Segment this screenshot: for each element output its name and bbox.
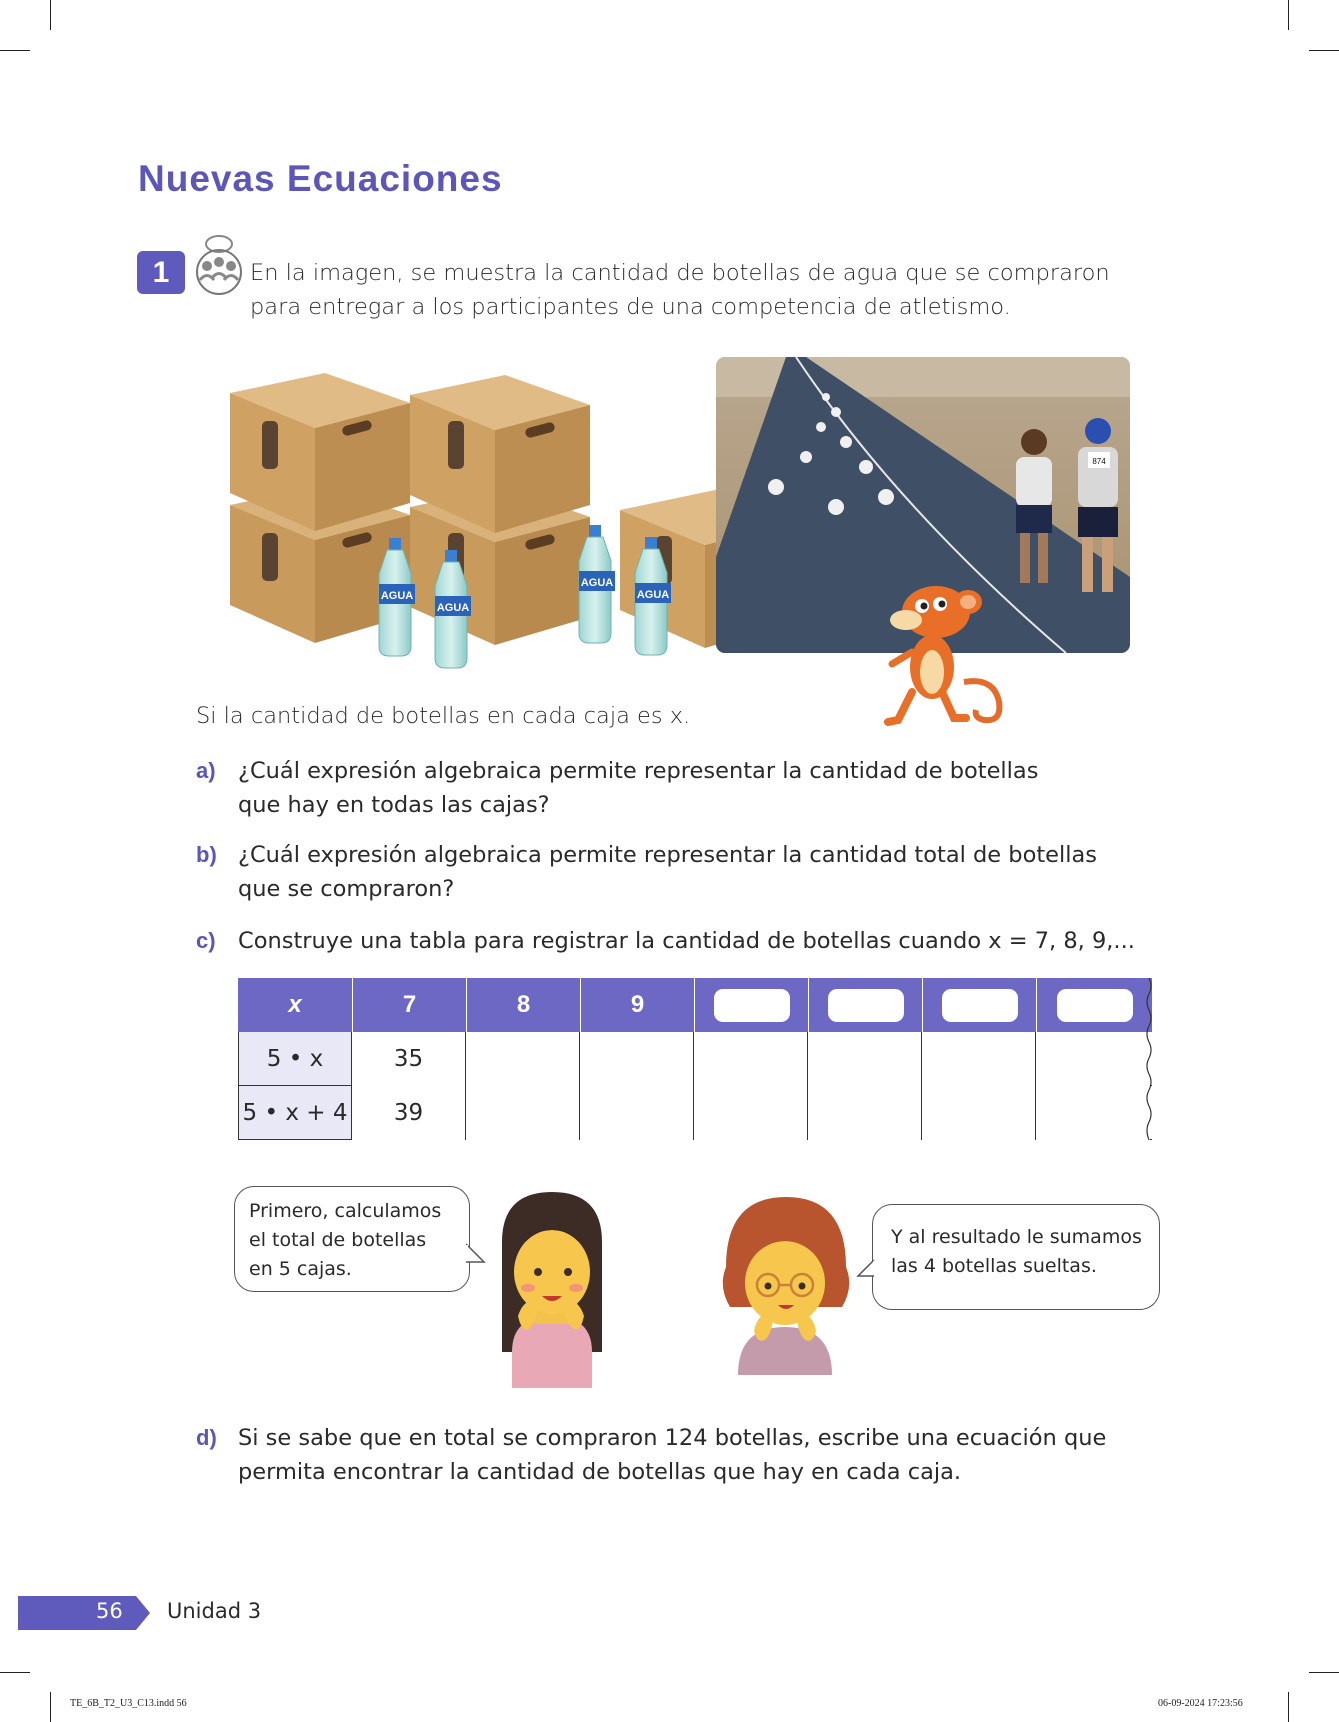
values-table [238, 978, 1152, 1140]
header-cell: 8 [466, 978, 580, 1032]
blank-input-box[interactable] [828, 989, 904, 1022]
intro-text [250, 256, 1130, 324]
bottle-label: AGUA [580, 577, 614, 589]
table-row [238, 1086, 1152, 1140]
torn-edge [1144, 978, 1154, 1140]
question-line: ¿Cuál expresión algebraica permite representar la cantidad de botellas [238, 758, 1039, 784]
table-cell[interactable] [922, 1032, 1036, 1086]
crop-mark [0, 50, 30, 51]
page-title: Nuevas Ecuaciones [138, 158, 503, 199]
header-cell: 9 [580, 978, 694, 1032]
file-slug: TE_6B_T2_U3_C13.indd 56 [70, 1698, 187, 1709]
question-line: ¿Cuál expresión algebraica permite representar la cantidad total de botellas [238, 842, 1098, 868]
mouse-mascot [864, 572, 1004, 734]
table-cell[interactable] [1036, 1032, 1150, 1086]
crop-mark [1309, 50, 1339, 51]
speech-bubble-right [872, 1204, 1160, 1310]
header-cell-x: x [238, 978, 352, 1032]
header-cell-blank [808, 978, 922, 1032]
crop-mark [0, 1672, 30, 1673]
bottle-label: AGUA [436, 602, 470, 614]
table-cell[interactable] [694, 1032, 808, 1086]
bubble-line: el total de botellas [249, 1229, 427, 1251]
table-cell[interactable] [1036, 1086, 1150, 1140]
crop-mark [1288, 0, 1289, 30]
intro-line: para entregar a los participantes de una competencia de atletismo. [250, 294, 1011, 320]
question-a-text [238, 754, 1138, 822]
crop-mark [50, 0, 51, 30]
question-line: que hay en todas las cajas? [238, 792, 550, 818]
question-b-text [238, 838, 1138, 906]
group-work-icon [194, 234, 244, 298]
bubble-line: Primero, calculamos [249, 1200, 442, 1222]
header-cell: 7 [352, 978, 466, 1032]
blank-input-box[interactable] [714, 989, 790, 1022]
table-cell[interactable] [466, 1086, 580, 1140]
premise-text: Si la cantidad de botellas en cada caja es x. [196, 703, 691, 729]
girl-character-right [718, 1197, 852, 1375]
speech-bubble-left [234, 1186, 470, 1292]
question-c-label: c) [196, 928, 216, 953]
table-cell[interactable] [808, 1086, 922, 1140]
bubble-tail [466, 1240, 486, 1270]
table-cell: 35 [352, 1032, 466, 1086]
page-number: 56 [96, 1599, 123, 1623]
header-cell-blank [1036, 978, 1152, 1032]
intro-line: En la imagen, se muestra la cantidad de botellas de agua que se compraron [250, 260, 1110, 286]
table-cell[interactable] [694, 1086, 808, 1140]
timestamp-slug: 06-09-2024 17:23:56 [1158, 1698, 1243, 1709]
activity-number-badge: 1 [137, 251, 185, 294]
bubble-line: en 5 cajas. [249, 1258, 352, 1280]
bib-number: 874 [1092, 457, 1106, 466]
header-cell-blank [694, 978, 808, 1032]
bottle-label: AGUA [380, 590, 414, 602]
question-d-label: d) [196, 1425, 217, 1450]
page-number-tab [18, 1596, 150, 1630]
crop-mark [1309, 1672, 1339, 1673]
header-cell-blank [922, 978, 1036, 1032]
bottle-label: AGUA [636, 589, 670, 601]
bubble-line: las 4 botellas sueltas. [891, 1255, 1097, 1277]
table-header-row [238, 978, 1152, 1032]
table-cell[interactable] [580, 1032, 694, 1086]
question-a-label: a) [196, 758, 216, 783]
crop-mark [50, 1692, 51, 1722]
table-cell[interactable] [580, 1086, 694, 1140]
box-stack [230, 373, 800, 648]
row-label-5x-plus-4: 5 • x + 4 [238, 1086, 352, 1140]
question-line: permita encontrar la cantidad de botellas que hay en cada caja. [238, 1459, 962, 1485]
bubble-line: Y al resultado le sumamos [891, 1226, 1142, 1248]
question-c-text: Construye una tabla para registrar la cantidad de botellas cuando x = 7, 8, 9,... [238, 928, 1135, 954]
question-line: que se compraron? [238, 876, 455, 902]
question-line: Si se sabe que en total se compraron 124 botellas, escribe una ecuación que [238, 1425, 1107, 1451]
unit-label: Unidad 3 [167, 1599, 262, 1623]
girl-character-left [488, 1192, 614, 1388]
crop-mark [1288, 1692, 1289, 1722]
question-d-text [238, 1421, 1138, 1489]
blank-input-box[interactable] [942, 989, 1018, 1022]
row-label-5x: 5 • x [238, 1032, 352, 1086]
table-cell[interactable] [922, 1086, 1036, 1140]
table-cell[interactable] [808, 1032, 922, 1086]
question-b-label: b) [196, 842, 217, 867]
table-cell[interactable] [466, 1032, 580, 1086]
bubble-tail [856, 1258, 876, 1288]
table-cell: 39 [352, 1086, 466, 1140]
table-row [238, 1032, 1152, 1086]
blank-input-box[interactable] [1057, 989, 1133, 1022]
